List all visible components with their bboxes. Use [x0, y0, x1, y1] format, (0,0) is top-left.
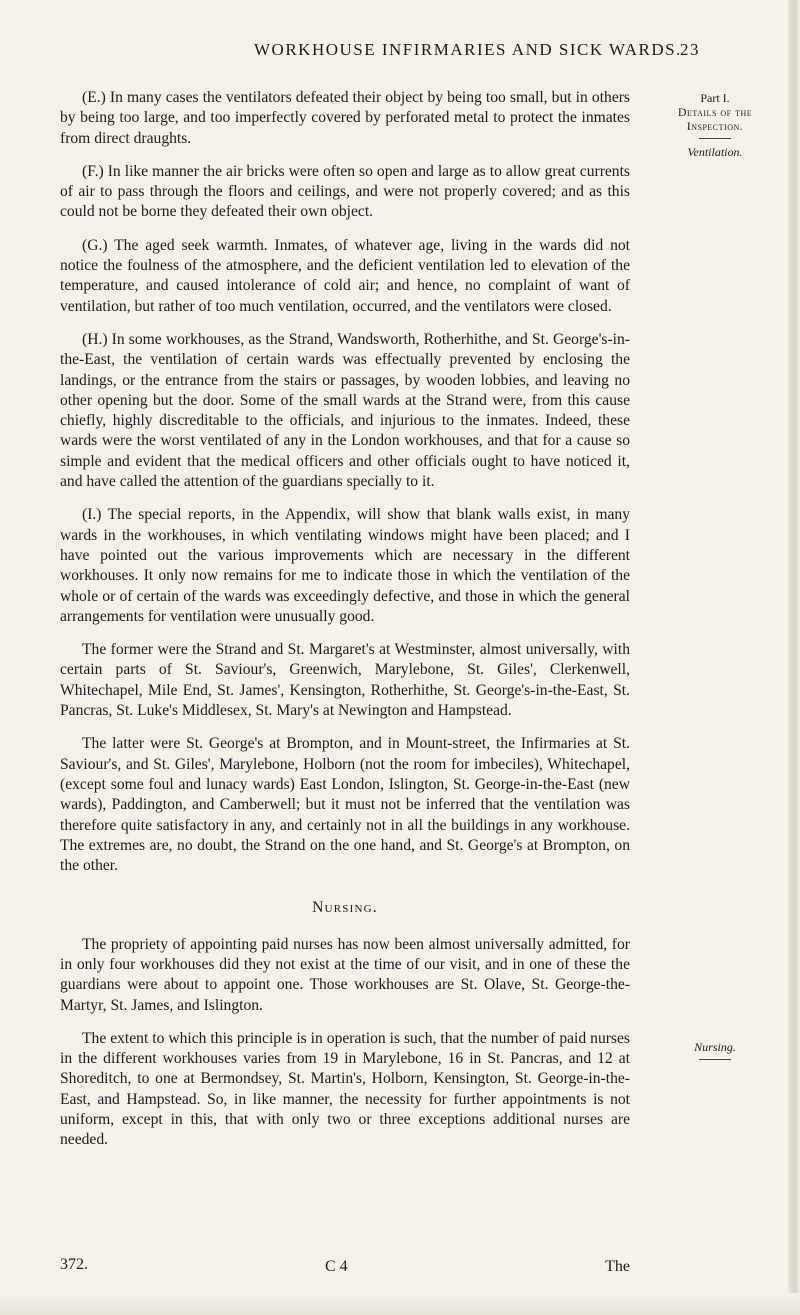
sidenote-inspection: Inspection. [686, 119, 744, 133]
sidenote-part-label: Part I. [700, 91, 730, 105]
paragraph-extent: The extent to which this principle is in operation is such, that the number of paid nurses in the different workhouses varies from 19 in Marylebone, 16 in St. Pancras, and 12 at Shoreditch, to one at Bermondsey, St. Martin's, Holborn, Kensington, St. George-in-the-East, and Hampstead. So, in like manner, the necessity for further appointments is not uniform, except in this, that with only two or three exceptions additional nurses are needed. [60, 1029, 630, 1149]
paragraph-h: (H.) In some workhouses, as the Strand, Wandsworth, Rotherhithe, and St. George's-in-the-East, the ventilation of certain wards was effectually prevented by enclosing the landings, or the entrance from the stairs or passages, by wooden lobbies, and leaving no other opening but the door. Some of the small wards at the Strand were, from this cause chiefly, highly discreditable to the officials, and injurious to the inmates. Indeed, these wards were the worst ventilated of any in the London workhouses, and that for a cause so simple and evident that the medical officers and other officials ought to have noticed it, and have called the attention of the guardians specially to it. [60, 330, 630, 491]
sidenote-nursing: Nursing. [694, 1040, 736, 1054]
footer-catchword: The [605, 1258, 630, 1275]
paragraph-former: The former were the Strand and St. Margaret's at Westminster, almost universally, with certain parts of St. Saviour's, Greenwich, Marylebone, St. Giles', Clerkenwell, Whitechapel, Mile End, St. James', Kensington, Rotherhithe, St. George's-in-the-East, St. Pancras, St. Luke's Middlesex, St. Mary's at Newington and Hampstead. [60, 641, 630, 720]
body-text [60, 88, 630, 1164]
paragraph-propriety: The propriety of appointing paid nurses has now been almost universally admitted, for in only four workhouses did they not exist at the time of our visit, and in one of these the guardians were about to appoint one. Those workhouses are St. Olave, St. George-the-Martyr, St. James, and Islington. [60, 935, 630, 1014]
sidenote-details: Details of the [677, 105, 753, 119]
footer-signature-mark: C 4 [325, 1258, 348, 1275]
sidenote-part [640, 91, 790, 159]
paragraph-e: (E.) In many cases the ventilators defeated their object by being too small, but in others by being too large, and too imperfectly covered by perforated metal to protect the inmates from direct draughts. [60, 89, 630, 147]
paragraph-g: (G.) The aged seek warmth. Inmates, of whatever age, living in the wards did not notice the foulness of the atmosphere, and the deficient ventilation led to elevation of the temperature, and caused intolerance of cold air; and hence, no complaint of want of ventilation, but rather of too much ventilation, occurred, and the ventilators were closed. [60, 236, 630, 315]
paragraph-f: (F.) In like manner the air bricks were often so open and large as to allow great currents of air to pass through the floors and ceilings, and were not properly covered; and as this could not be borne they defeated their own object. [60, 162, 630, 221]
section-heading-nursing: Nursing. [312, 899, 378, 917]
sidenote-rule [699, 138, 731, 139]
footer-folio: 372. [60, 1256, 88, 1273]
paragraph-i: (I.) The special reports, in the Appendix, will show that blank walls exist, in many wards in the workhouses, in which ventilating windows might have been placed; and I have pointed out the various improvements which are necessary in the different workhouses. It only now remains for me to indicate those in which the ventilation of the whole or of certain of the wards was exceedingly defective, and those in which the general arrangements for ventilation were unusually good. [60, 506, 630, 625]
running-head-title: WORKHOUSE INFIRMARIES AND SICK WARDS. [254, 40, 682, 59]
page-edge-shadow [788, 0, 800, 1315]
sidenote-nursing-rule [699, 1059, 731, 1060]
paragraph-latter: The latter were St. George's at Brompton, and in Mount-street, the Infirmaries at St. Saviour's, and St. Giles', Marylebone, Holborn (not the room for imbeciles), Whitechapel, (except some foul and lunacy wards) East London, Islington, St. George-in-the-East (new wards), Paddington, and Camberwell; but it must not be inferred that the ventilation was therefore quite satisfactory in any, and certainly not in all the buildings in any workhouse. The extremes are, no doubt, the Strand on the one hand, and St. George's at Brompton, on the other. [60, 735, 630, 875]
sidenote-ventilation: Ventilation. [687, 145, 743, 159]
page-bottom-shadow [0, 1293, 800, 1315]
sidenote-nursing-block [640, 1040, 790, 1066]
page-footer [60, 1256, 630, 1278]
page-number: 23 [680, 40, 700, 59]
